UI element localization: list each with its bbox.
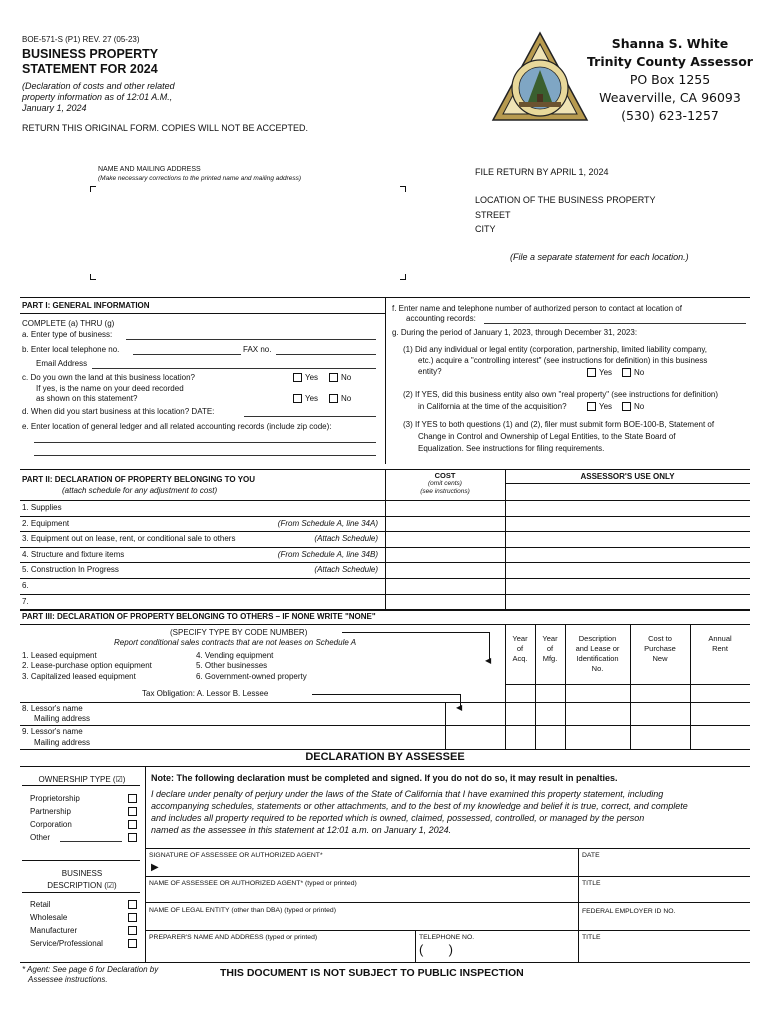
part2-row-note: (From Schedule A, line 34A) — [277, 518, 378, 528]
agent-note1: * Agent: See page 6 for Declaration by — [22, 965, 159, 974]
mail8-label: Mailing address — [34, 714, 91, 723]
cost-sub1: (omit cents) — [428, 480, 462, 487]
g1-line1: (1) Did any individual or legal entity (corporation, partnership, limited liability company, — [403, 345, 707, 354]
fein-field[interactable] — [582, 917, 747, 929]
title-field[interactable] — [582, 888, 747, 900]
mailing-address-hint: (Make necessary corrections to the printed name and mailing address) — [98, 175, 302, 182]
signature-field[interactable] — [165, 860, 575, 874]
declaration-text1: I declare under penalty of perjury under the laws of the State of California that I have examined this property statement, including — [151, 789, 664, 799]
start-date-input[interactable] — [244, 416, 376, 417]
part3-report: Report conditional sales contracts that are not leases on Schedule A — [114, 638, 357, 647]
part2-cost-input[interactable] — [386, 501, 504, 515]
part2-row — [20, 500, 750, 516]
tax-obligation: Tax Obligation: A. Lessor B. Lessee — [142, 689, 269, 698]
arrow-right-icon: ▶ — [151, 862, 159, 873]
part1-b-label: b. Enter local telephone no. — [22, 345, 120, 354]
assessor-address2: Weaverville, CA 96093 — [599, 90, 741, 105]
business-label: Retail — [30, 900, 51, 909]
real-property-yes-checkbox[interactable] — [587, 402, 596, 411]
part2-cost-input[interactable] — [386, 579, 504, 593]
no-label: No — [634, 368, 645, 377]
assessor-office: Trinity County Assessor — [587, 54, 753, 69]
part2-row-note: (From Schedule A, line 34B) — [277, 549, 378, 559]
corner-mark — [400, 274, 406, 280]
declaration-text2: accompanying schedules, statements or other attachments, and to the best of my knowledge and belief it is true, correct, and complete — [151, 801, 688, 811]
email-label: Email Address — [36, 359, 88, 368]
part2-row-label: 5. Construction In Progress — [22, 565, 119, 575]
part3-title: PART III: DECLARATION OF PROPERTY BELONGING TO OTHERS – IF NONE WRITE "NONE" — [22, 612, 376, 621]
part2-row-label: 7. — [22, 596, 29, 606]
ownership-title: OWNERSHIP TYPE (☑) — [38, 775, 126, 784]
code-5: 5. Other businesses — [196, 661, 268, 670]
yes-label: Yes — [599, 368, 613, 377]
cost-header: COST — [434, 471, 456, 480]
controlling-interest-yes-checkbox[interactable] — [587, 368, 596, 377]
part2-row-note: (Attach Schedule) — [314, 565, 378, 575]
g1-line2: etc.) acquire a "controlling interest" (see instructions for definition) in this business — [418, 356, 708, 365]
part1-c3-label: as shown on this statement? — [36, 394, 138, 403]
part1-c2-label: If yes, is the name on your deed recorded — [36, 384, 184, 393]
declaration-text3: and includes all property required to be reported which is owned, claimed, possessed, controlled, or managed by the person — [151, 813, 645, 823]
col-description: Description and Lease or Identification No. — [575, 634, 620, 673]
ownership-other-input[interactable] — [60, 841, 122, 842]
city-label: CITY — [475, 224, 496, 234]
business-checkbox[interactable] — [128, 926, 137, 935]
date-field[interactable] — [582, 860, 747, 874]
code-1: 1. Leased equipment — [22, 651, 97, 660]
telephone-field[interactable]: ( ) — [419, 942, 453, 957]
part2-title: PART II: DECLARATION OF PROPERTY BELONGING TO YOU — [22, 475, 256, 484]
form-title-line2: STATEMENT FOR 2024 — [22, 62, 158, 76]
yes-label: Yes — [305, 394, 319, 403]
own-land-yes-checkbox[interactable] — [293, 373, 302, 382]
return-notice: RETURN THIS ORIGINAL FORM. COPIES WILL NOT BE ACCEPTED. — [22, 123, 309, 133]
no-label: No — [341, 394, 352, 403]
email-input[interactable] — [92, 368, 376, 369]
part2-row-label: 3. Equipment out on lease, rent, or conditional sale to others — [22, 534, 236, 544]
part1-e-label: e. Enter location of general ledger and all related accounting records (include zip code): — [22, 422, 332, 431]
subtitle-line2: property information as of 12:01 A.M., — [22, 92, 173, 102]
part2-cost-input[interactable] — [386, 563, 504, 577]
corner-mark — [90, 274, 96, 280]
agent-name-label: NAME OF ASSESSEE OR AUTHORIZED AGENT* (typed or printed) — [149, 880, 357, 887]
part1-d-label: d. When did you start business at this location? DATE: — [22, 407, 215, 416]
business-label: Wholesale — [30, 913, 68, 922]
contact-person-input[interactable] — [484, 323, 746, 324]
business-title2: DESCRIPTION (☑) — [47, 881, 117, 890]
assessor-name: Shanna S. White — [611, 36, 729, 51]
preparer-field[interactable] — [149, 943, 411, 959]
ownership-checkbox[interactable] — [128, 807, 137, 816]
street-label: STREET — [475, 210, 511, 220]
business-title1: BUSINESS — [61, 869, 103, 878]
deed-yes-checkbox[interactable] — [293, 394, 302, 403]
assessor-phone: (530) 623-1257 — [621, 108, 719, 123]
g2-line1: (2) If YES, did this business entity also own "real property" (see instructions for definition) — [403, 390, 719, 399]
preparer-label: PREPARER'S NAME AND ADDRESS (typed or printed) — [149, 934, 318, 941]
business-label: Service/Professional — [30, 939, 103, 948]
form-title-line1: BUSINESS PROPERTY — [22, 47, 159, 61]
no-label: No — [341, 373, 352, 382]
part2-cost-input[interactable] — [386, 517, 504, 531]
lessor9-label: 9. Lessor's name — [22, 727, 83, 736]
g2-line2: in California at the time of the acquisition? — [418, 402, 567, 411]
business-label: Manufacturer — [30, 926, 78, 935]
cost-sub2: (see instructions) — [420, 488, 470, 495]
yes-label: Yes — [305, 373, 319, 382]
telephone-input[interactable] — [133, 354, 241, 355]
controlling-interest-no-checkbox[interactable] — [622, 368, 631, 377]
ledger-location-input-2[interactable] — [34, 455, 376, 456]
part2-subtitle: (attach schedule for any adjustment to cost) — [62, 486, 218, 495]
declaration-title: DECLARATION BY ASSESSEE — [305, 751, 465, 763]
fax-input[interactable] — [276, 354, 376, 355]
ownership-checkbox[interactable] — [128, 820, 137, 829]
ownership-label: Proprietorship — [30, 794, 80, 803]
title-label: TITLE — [582, 880, 601, 887]
subtitle-line3: January 1, 2024 — [22, 103, 87, 113]
no-label: No — [634, 402, 645, 411]
ownership-checkbox[interactable] — [128, 833, 137, 842]
file-return-deadline: FILE RETURN BY APRIL 1, 2024 — [475, 167, 609, 177]
assessor-use-header: ASSESSOR'S USE ONLY — [580, 472, 675, 481]
part2-cost-input[interactable] — [386, 532, 504, 546]
mailing-address-field[interactable] — [96, 190, 396, 272]
arrow-down-icon: ◀ — [485, 656, 492, 665]
declaration-note: Note: The following declaration must be completed and signed. If you do not do so, it may result in penalties. — [151, 773, 618, 783]
location-label: LOCATION OF THE BUSINESS PROPERTY — [475, 195, 656, 205]
part1-g-label: g. During the period of January 1, 2023, through December 31, 2023: — [392, 328, 638, 337]
code-2: 2. Lease-purchase option equipment — [22, 661, 152, 670]
own-land-no-checkbox[interactable] — [329, 373, 338, 382]
business-checkbox[interactable] — [128, 900, 137, 909]
arrow-down-icon: ◀ — [456, 703, 463, 712]
preparer-title-label: TITLE — [582, 934, 601, 941]
declaration-text4: named as the assessee in this statement at 12:01 a.m. on January 1, 2024. — [151, 825, 452, 835]
col-year-acq: Year of Acq. — [512, 634, 528, 663]
col-annual-rent: Annual Rent — [708, 634, 732, 653]
part2-row — [20, 594, 750, 610]
mailing-address-label: NAME AND MAILING ADDRESS — [98, 166, 201, 173]
ownership-checkbox[interactable] — [128, 794, 137, 803]
col-cost-new: Cost to Purchase New — [644, 634, 676, 663]
ownership-label: Corporation — [30, 820, 72, 829]
part2-row-note: (Attach Schedule) — [314, 534, 378, 544]
ownership-label: Other — [30, 833, 51, 842]
part2-row — [20, 578, 750, 594]
legal-entity-field[interactable] — [149, 916, 574, 928]
part2-row-label: 2. Equipment — [22, 518, 70, 528]
part2-cost-input[interactable] — [386, 595, 504, 609]
part2-cost-input[interactable] — [386, 548, 504, 562]
part1-c-label: c. Do you own the land at this business location? — [22, 373, 195, 382]
deed-no-checkbox[interactable] — [329, 394, 338, 403]
telephone-label: TELEPHONE NO. — [419, 934, 475, 941]
part2-row — [20, 547, 750, 563]
date-label: DATE — [582, 852, 600, 859]
yes-label: Yes — [599, 402, 613, 411]
col-year-mfg: Year of Mfg. — [542, 634, 558, 663]
mail9-label: Mailing address — [34, 738, 91, 747]
business-checkbox[interactable] — [128, 939, 137, 948]
part1-title: PART I: GENERAL INFORMATION — [22, 301, 150, 310]
agent-name-field[interactable] — [149, 888, 574, 900]
county-seal-logo — [490, 30, 590, 128]
footer-notice: THIS DOCUMENT IS NOT SUBJECT TO PUBLIC INSPECTION — [220, 967, 524, 979]
part1-f-label: f. Enter name and telephone number of authorized person to contact at location of — [392, 304, 682, 313]
code-6: 6. Government-owned property — [196, 672, 307, 681]
separate-statement-note: (File a separate statement for each location.) — [510, 252, 689, 262]
business-type-input[interactable] — [126, 339, 376, 340]
g1-line3: entity? — [418, 367, 442, 376]
part1-complete: COMPLETE (a) THRU (g) — [22, 319, 115, 328]
legal-entity-label: NAME OF LEGAL ENTITY (other than DBA) (typed or printed) — [149, 907, 336, 914]
fax-label: FAX no. — [243, 345, 272, 354]
fein-label: FEDERAL EMPLOYER ID NO. — [582, 908, 676, 915]
preparer-title-field[interactable] — [582, 943, 747, 959]
part1-f2-label: accounting records: — [406, 314, 476, 323]
subtitle-line1: (Declaration of costs and other related — [22, 81, 175, 91]
real-property-no-checkbox[interactable] — [622, 402, 631, 411]
part2-row-label: 1. Supplies — [22, 503, 62, 512]
lessor8-label: 8. Lessor's name — [22, 704, 83, 713]
signature-label: SIGNATURE OF ASSESSEE OR AUTHORIZED AGENT* — [149, 852, 323, 859]
g3-line3: Equalization. See instructions for filing requirements. — [418, 444, 605, 453]
assessor-address1: PO Box 1255 — [629, 72, 711, 87]
part1-a-label: a. Enter type of business: — [22, 330, 113, 339]
ledger-location-input[interactable] — [34, 442, 376, 443]
code-3: 3. Capitalized leased equipment — [22, 672, 136, 681]
business-checkbox[interactable] — [128, 913, 137, 922]
corner-mark — [400, 186, 406, 192]
agent-note2: Assessee instructions. — [28, 975, 108, 984]
part2-row — [20, 562, 750, 578]
g3-line1: (3) If YES to both questions (1) and (2), filer must submit form BOE-100-B, Statement of — [403, 420, 715, 429]
part2-row — [20, 531, 750, 547]
part2-row-label: 6. — [22, 581, 29, 590]
part2-row-label: 4. Structure and fixture items — [22, 549, 125, 559]
g3-line2: Change in Control and Ownership of Legal Entities, to the State Board of — [418, 432, 676, 441]
code-4: 4. Vending equipment — [196, 651, 274, 660]
part3-specify: (SPECIFY TYPE BY CODE NUMBER) — [170, 628, 308, 637]
form-id: BOE-571-S (P1) REV. 27 (05-23) — [22, 35, 140, 44]
ownership-label: Partnership — [30, 807, 71, 816]
part2-row — [20, 516, 750, 532]
